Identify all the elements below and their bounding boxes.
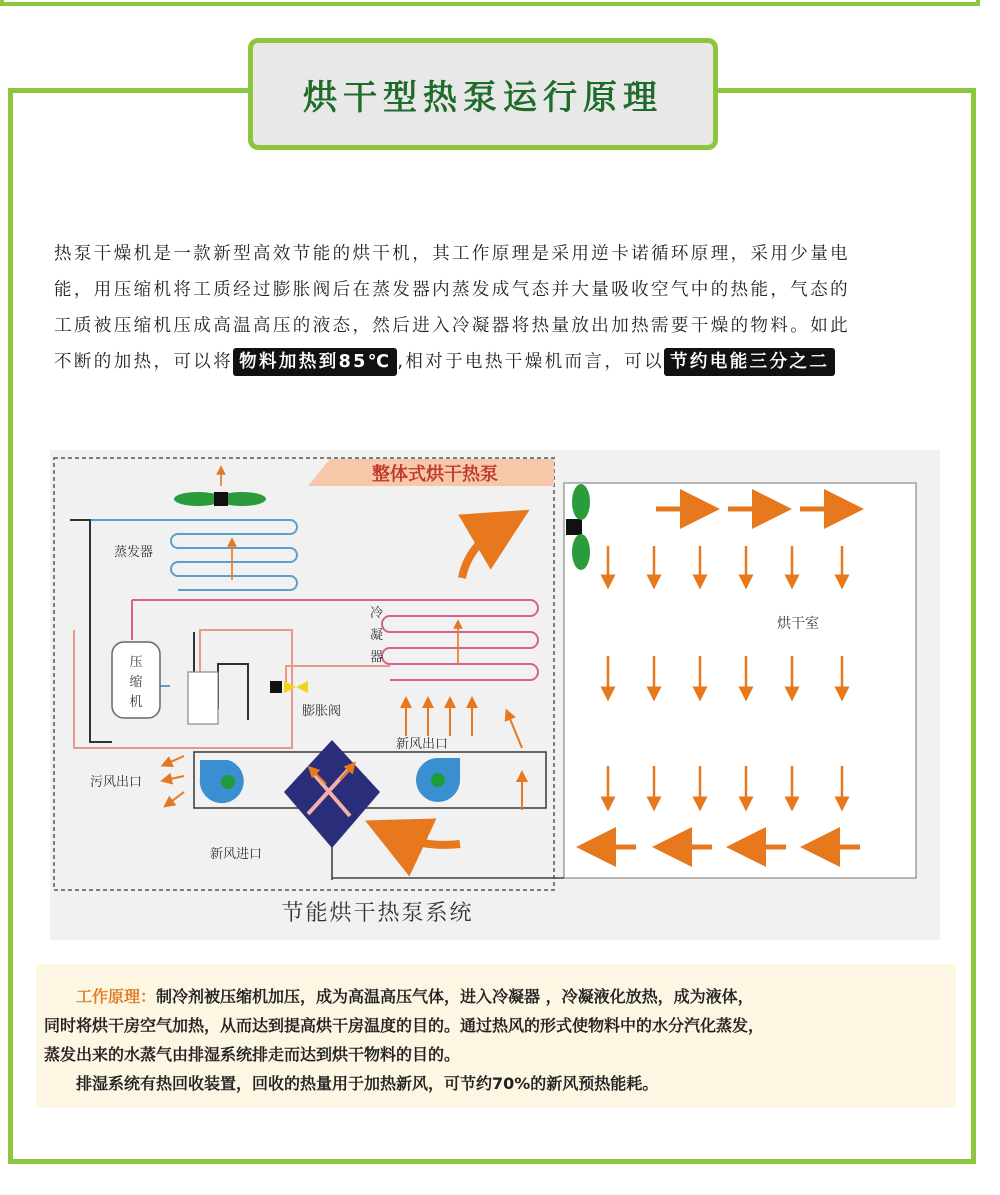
evaporator-label: 蒸发器 — [114, 545, 154, 560]
drying-room-label: 烘干室 — [777, 616, 819, 632]
principle-line — [44, 982, 948, 1011]
principle-line: 蒸发出来的水蒸气由排湿系统排走而达到烘干物料的目的。 — [44, 1045, 461, 1064]
principle-line — [44, 1069, 948, 1098]
top-border — [0, 0, 980, 6]
condenser-label-1: 冷 — [370, 606, 384, 621]
highlight-energy-saving: 节约电能三分之二 — [664, 348, 835, 376]
title-box — [248, 38, 718, 150]
working-principle-box — [36, 964, 956, 1108]
diagram-svg — [50, 450, 940, 940]
expansion-valve-icon — [270, 681, 308, 693]
condenser-label-3: 器 — [370, 650, 384, 665]
exhaust-blower-icon — [200, 760, 244, 803]
principle-line: 同时将烘干房空气加热，从而达到提高烘干房温度的目的。通过热风的形式使物料中的水分汽化蒸发， — [44, 1016, 765, 1035]
intro-line: 工质被压缩机压成高温高压的液态，然后进入冷凝器将热量放出加热需要干燥的物料。如此 — [54, 316, 850, 336]
supply-blower-icon — [416, 758, 460, 802]
accumulator — [188, 672, 218, 724]
page-title: 烘干型热泵运行原理 — [303, 77, 663, 118]
compressor-label-3: 机 — [129, 695, 143, 710]
intro-text: ,相对于电热干燥机而言，可以 — [397, 352, 665, 372]
expansion-valve-label: 膨胀阀 — [302, 704, 342, 719]
compressor-label-1: 压 — [129, 655, 143, 670]
highlight-temperature: 物料加热到85℃ — [233, 348, 397, 376]
evaporator-coil — [70, 520, 297, 590]
principle-text: 排湿系统有热回收装置，回收的热量用于加热新风，可节约70%的新风预热能耗。 — [76, 1074, 659, 1093]
fresh-air-outlet-label: 新风出口 — [396, 737, 449, 752]
condenser-coil — [132, 600, 538, 680]
compressor — [112, 642, 160, 718]
drying-room-box — [564, 483, 916, 878]
diagram-caption: 节能烘干热泵系统 — [281, 901, 474, 926]
principle-text: 制冷剂被压缩机加压，成为高温高压气体，进入冷凝器 ，冷凝液化放热，成为液体， — [156, 987, 754, 1006]
intro-text: 不断的加热，可以将 — [54, 352, 234, 372]
fresh-air-inlet-label: 新风进口 — [210, 847, 263, 862]
intro-line — [54, 344, 934, 380]
heat-pump-diagram — [50, 450, 940, 940]
principle-label: 工作原理： — [76, 987, 157, 1006]
heat-recovery-exchanger — [284, 740, 380, 848]
unit-banner-label: 整体式烘干热泵 — [372, 464, 498, 484]
intro-paragraph — [54, 236, 934, 380]
intro-line: 能，用压缩机将工质经过膨胀阀后在蒸发器内蒸发成气态并大量吸收空气中的热能，气态的 — [54, 280, 850, 300]
condenser-label-2: 凝 — [370, 628, 384, 643]
intro-line: 热泵干燥机是一款新型高效节能的烘干机，其工作原理是采用逆卡诺循环原理，采用少量电 — [54, 244, 850, 264]
evaporator-fan-icon — [174, 470, 266, 506]
exhaust-outlet-label: 污风出口 — [90, 775, 143, 790]
compressor-label-2: 缩 — [129, 675, 143, 690]
